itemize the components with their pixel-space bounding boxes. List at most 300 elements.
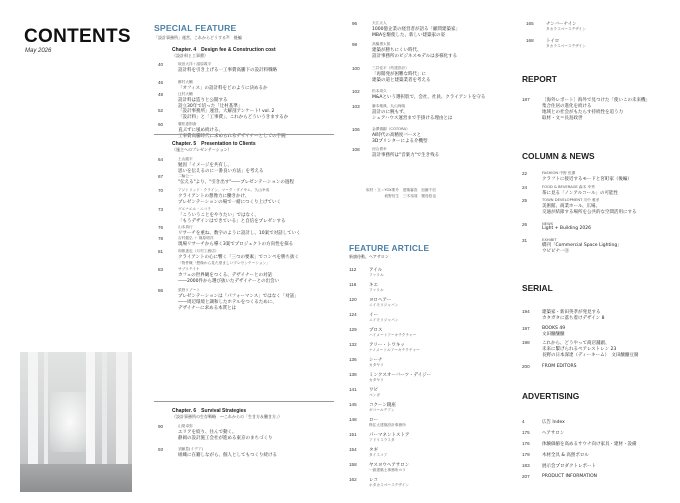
entry-text: [372, 147, 439, 158]
page-number: 40: [158, 62, 164, 67]
entry-text: [369, 402, 396, 413]
entry-text: [542, 238, 622, 254]
floor: [20, 464, 132, 492]
entry-author: 三井佳平（幼建設計）: [372, 66, 409, 70]
entry-title: 体験価値を高めるサウナ向け家具・建材・設備: [542, 442, 637, 447]
entry-title: 建築の道と建築業者を考える: [372, 78, 431, 83]
entry-text: [178, 157, 264, 174]
entry-author: タカラスペースデザイン: [546, 27, 586, 31]
toc-entry[interactable]: [352, 89, 485, 100]
entry-text: [542, 97, 650, 121]
page-number: 158: [349, 462, 357, 467]
entry-title: 木材全具 & 高照ポロル: [542, 453, 589, 458]
page-number: 22: [522, 171, 528, 176]
entry-author: サブリテイケ: [178, 267, 200, 271]
entry-text: [178, 261, 270, 266]
entry-text: [542, 441, 637, 447]
toc-entry[interactable]: [158, 80, 268, 91]
entry-title: Light + Building 2026: [542, 226, 591, 231]
entry-text: [542, 419, 565, 425]
toc-entry[interactable]: [158, 188, 281, 205]
page-number: 129: [349, 327, 357, 332]
page-number: 25: [522, 198, 528, 203]
entry-text: [178, 424, 272, 441]
entry-text: [542, 185, 618, 196]
entry-title: 設計事務所のビジネスモデルは多様化する: [372, 54, 458, 59]
entry-title: 集合住居の進化を続ける: [542, 104, 592, 109]
entry-author: カタヤリ: [369, 378, 384, 382]
page-number: 31: [522, 238, 528, 243]
toc-entry[interactable]: [158, 92, 242, 109]
special-feature-heading: SPECIAL FEATURE: [154, 23, 237, 33]
entry-text: [178, 249, 299, 260]
chapter-6-sub: （設計事務所の生存戦略 ―これからの「生き方＆働き方」）: [172, 414, 282, 419]
entry-text: [372, 104, 452, 121]
entry-title: ウピピナ一⓪: [542, 249, 569, 254]
entry-title: AI時代の高精度バースと: [372, 133, 422, 138]
toc-entry[interactable]: [349, 462, 409, 473]
toc-entry[interactable]: [349, 447, 387, 458]
chapter-6-title: Chapter. 6 Survival Strategies: [172, 408, 247, 414]
entry-author: FASHION 中野 弦優: [542, 171, 576, 175]
entry-text: [369, 462, 409, 473]
page-number: 70: [158, 188, 164, 193]
entry-text: [369, 267, 384, 278]
entry-author: 須藤豊(イデア): [178, 447, 204, 451]
entry-text: [178, 62, 277, 73]
entry-text: [542, 171, 632, 182]
entry-author: 星野リゾート: [178, 288, 201, 292]
toc-entry[interactable]: [522, 364, 576, 369]
toc-entry[interactable]: [158, 108, 288, 120]
entry-title: リサーチを重ね、数字のように設計し、10案で対話していく: [178, 231, 301, 236]
toc-entry[interactable]: [349, 267, 384, 278]
entry-title: PRODUCT INFORMATION: [542, 474, 598, 479]
page-number: 120: [349, 297, 357, 302]
entry-title: 「設計事務所」運営、大解剖アンケート! vol. 2: [178, 109, 275, 114]
toc-entry[interactable]: [158, 261, 270, 266]
toc-entry[interactable]: [522, 171, 632, 182]
entry-author: ギコールデアン: [369, 408, 395, 412]
feature-article-sub: 新旗待動、ヘアサロン: [349, 254, 389, 259]
page-number: 48: [158, 92, 164, 97]
entry-text: [542, 198, 637, 215]
entry-text: [369, 327, 416, 338]
toc-entry[interactable]: [349, 327, 416, 338]
advertising-heading: ADVERTISING: [522, 391, 580, 401]
entry-text: [178, 236, 293, 247]
toc-entry[interactable]: [158, 157, 264, 174]
page-number: 138: [349, 372, 357, 377]
toc-entry[interactable]: [522, 340, 638, 358]
entry-title: カタガタに落ち着けデザイン 8: [542, 316, 605, 321]
page-number: 198: [522, 340, 530, 345]
entry-title: 展示会プロダクトレポート: [542, 464, 596, 469]
entry-author: ホタカスペースデザイン: [369, 483, 410, 487]
entry-author: 高橋勇太郎: [372, 42, 391, 46]
toc-entry[interactable]: [522, 222, 591, 231]
toc-entry[interactable]: [522, 198, 637, 215]
entry-author: 「物件概「想像から見た望ましいプレゼンテーション」: [178, 261, 270, 265]
page-number: 116: [349, 282, 357, 287]
toc-entry[interactable]: [349, 387, 380, 398]
page-number: 112: [349, 267, 357, 272]
page-number: 183: [522, 463, 530, 468]
entry-author: ハイメートアーキテクチャー: [369, 333, 417, 337]
entry-author: 辻村大輔: [178, 92, 193, 96]
entry-title: 1000億企業の経営者が語る「顧問建築家」: [372, 27, 460, 32]
page-number: 103: [352, 104, 360, 109]
toc-entry[interactable]: [522, 474, 597, 479]
page-number: 132: [349, 342, 357, 347]
entry-title: 勉因「イメージを共有し、: [178, 163, 232, 168]
chapter-4-sub: （設計料と工事費）: [172, 53, 208, 58]
entry-text: [546, 38, 586, 49]
toc-entry[interactable]: [522, 185, 618, 196]
entry-title: キエ: [369, 283, 378, 288]
entry-title: エリアを絞り、住んで動く。: [178, 430, 237, 435]
entry-title: トイロ: [546, 39, 560, 44]
entry-title: ナンバーナイン: [546, 22, 577, 27]
entry-author: ファリル: [369, 288, 384, 292]
entry-title: ロー: [369, 418, 378, 423]
entry-title: ミンクスオーバーツ・デイジー: [369, 373, 432, 378]
page-number: 148: [349, 417, 357, 422]
toc-entry[interactable]: [349, 312, 398, 323]
entry-title: 直ぶずに風め続ける、: [178, 128, 223, 133]
divider: [154, 134, 334, 135]
page-number: 154: [349, 447, 357, 452]
entry-title: 建築が勝ちにくい時代、: [372, 48, 422, 53]
divider: [154, 401, 334, 402]
credits: [366, 188, 436, 200]
entry-author: 酵村大輔: [178, 80, 193, 84]
toc-entry[interactable]: [522, 419, 565, 425]
entry-text: [178, 267, 279, 284]
entry-title: 思いを伝えるのに一番良い方法」を考える: [178, 169, 264, 174]
toc-entry[interactable]: [158, 122, 286, 139]
entry-text: [178, 207, 286, 224]
entry-author: グエナエル・ニコラ: [178, 207, 211, 211]
entry-title: アイル: [369, 268, 383, 273]
entry-text: [178, 447, 277, 458]
entry-author: EXHIBIT: [542, 238, 557, 242]
toc-entry[interactable]: [352, 147, 439, 158]
entry-title: これから、どうやって商店舗創、: [542, 341, 610, 346]
toc-entry[interactable]: [349, 417, 406, 428]
entry-title: デザイナーに求める本質とは: [178, 306, 237, 311]
page-number: 46: [158, 80, 164, 85]
entry-title: シェアハウス運営まで手掛ける理由とは: [372, 116, 453, 121]
page-number: [158, 261, 172, 266]
page-number: 60: [158, 122, 164, 127]
entry-author: タカラスペースデザイン: [546, 44, 586, 48]
entry-author: ナノメートルアーキテクチャー: [369, 348, 420, 352]
page-number: 100: [352, 66, 360, 71]
entry-author: アジトリッド・クライン、マーク・ダイサム、久山幸成: [178, 188, 270, 192]
entry-text: [369, 432, 409, 443]
toc-entry[interactable]: [522, 309, 604, 321]
entry-text: [369, 312, 398, 323]
special-feature-sub: 「設計事務所」運営、これからどうする?! 後編: [154, 35, 242, 40]
entry-text: [369, 342, 420, 353]
entry-author: 松本周久: [372, 89, 387, 93]
toc-entry[interactable]: [352, 127, 427, 144]
entry-title: ワビ: [369, 388, 378, 393]
entry-text: [178, 288, 299, 311]
entry-title: ヘアサロン: [542, 431, 565, 436]
entry-text: [369, 477, 409, 488]
entry-text: [542, 222, 591, 231]
entry-author: 和都達也（月村工務店）: [178, 249, 219, 253]
entry-title: カフェの世界観をつくる、デザイナーとの対話: [178, 273, 272, 278]
page-number: 176: [522, 441, 530, 446]
entry-title: クラフトに接近するモードと宮町家（後編）: [542, 177, 632, 182]
entry-title: BOOKS 49: [542, 326, 566, 331]
page-number: 81: [158, 249, 164, 254]
toc-entry[interactable]: [522, 463, 596, 469]
entry-author: 犬江太人: [372, 21, 387, 25]
entry-text: [546, 21, 586, 32]
toc-entry[interactable]: [349, 342, 420, 353]
page-number: 83: [158, 267, 164, 272]
interior-photo: [20, 352, 132, 492]
entry-author: ファリル: [369, 273, 384, 277]
entry-title: クライアントの心に響く「三つの要素」でコンペを勝ち抜く: [178, 255, 300, 260]
page-number: 76: [158, 225, 164, 230]
toc-entry[interactable]: [526, 21, 586, 32]
entry-title: 設計料は造りと公開する: [178, 98, 228, 103]
page-title: CONTENTS: [24, 26, 131, 47]
entry-text: [178, 92, 242, 109]
page-number: 26: [522, 222, 528, 227]
entry-author: アドリスラスタ: [369, 438, 395, 442]
serial-heading: SERIAL: [522, 283, 553, 293]
entry-title: 静岡の設計施工会社が進める東京のまちづくり: [178, 436, 273, 441]
entry-text: [178, 80, 268, 91]
entry-title: 工事費高騰時代に求められるデザイナーとしての手腕: [178, 134, 286, 139]
entry-author: 一級建築士事務所ヨリ: [369, 468, 406, 472]
toc-entry[interactable]: [522, 97, 650, 121]
entry-text: [178, 188, 281, 205]
entry-title: 交通が結節する場所を公共的な空間活用にする: [542, 210, 637, 215]
entry-author: 吉村健弘 ＋ 篠原明洋: [178, 236, 214, 240]
entry-title: 「こういうことをやりたい」ではなく、: [178, 213, 259, 218]
entry-title: 設計のに腕もず、: [372, 110, 408, 115]
entry-title: コクーン鏡座: [369, 403, 396, 408]
page-number: 86: [158, 288, 164, 293]
entry-title: 未来に繋げられるペアレストレン 23: [542, 347, 617, 352]
entry-title: 現場リサーチから導く3案でプロジェクトの方向性を探る: [178, 242, 294, 247]
entry-text: [372, 89, 485, 100]
entry-title: 地域との社会がもたらす持続性を追う力: [542, 110, 623, 115]
entry-text: [178, 108, 288, 120]
credit-line: 坂野信生 三木裕哉 榎島悠也: [366, 193, 437, 198]
entry-author: FOOD & BEVERAGE 森本 幸秀: [542, 185, 595, 189]
toc-entry[interactable]: [522, 430, 564, 436]
issue-date: May 2026: [25, 48, 52, 54]
feature-article-heading: FEATURE ARTICLE: [349, 243, 430, 253]
toc-entry[interactable]: [158, 447, 277, 458]
entry-text: [369, 387, 380, 398]
entry-title: ［海外レポート］海外で見つけた「使いこの未来機」: [542, 98, 650, 103]
entry-title: 茶に見る「ノンアルコール」の可能性: [542, 191, 619, 196]
entry-title: クライアントの想像力に働きかけ、: [178, 194, 250, 199]
report-heading: REPORT: [522, 74, 557, 84]
entry-text: [542, 326, 565, 337]
page-number: 200: [522, 364, 530, 369]
entry-title: 「設計料」と「工事費」、これからどういうきまするか: [178, 115, 289, 120]
toc-entry[interactable]: [522, 238, 622, 254]
page-number: 207: [522, 474, 530, 479]
page-number: 93: [158, 447, 164, 452]
entry-author: 土山龍平: [178, 157, 193, 161]
entry-title: M&Aという選択肢で、会社、社員、クライアントを守る: [372, 95, 486, 100]
page-number: 141: [349, 387, 357, 392]
chapter-5-title: Chapter. 5 Presentation to Clients: [172, 141, 256, 147]
entry-text: [372, 21, 460, 38]
entry-author: 河合貴幸: [372, 147, 387, 151]
toc-entry[interactable]: [526, 38, 586, 49]
entry-author: ニイモリジャパン: [369, 318, 399, 322]
entry-title: 建築家・新田英孝が発見する: [542, 310, 601, 315]
entry-text: [178, 122, 286, 139]
entry-author: 廣松恵則會: [178, 122, 197, 126]
entry-title: 長野の日本深達（ディーキーム） 文田醸醸豆腐: [542, 353, 639, 358]
entry-text: [542, 364, 576, 369]
entry-author: 山梨卓弥: [178, 424, 193, 428]
entry-author: 株住太建築設計事務所: [369, 423, 406, 427]
entry-title: 設計事務所は"音楽力"で生き残る: [372, 153, 440, 158]
toc-entry[interactable]: [352, 66, 431, 83]
entry-title: シーナ: [369, 358, 383, 363]
entry-author: カタヤリ: [369, 363, 384, 367]
page-number: 52: [158, 108, 164, 113]
credit-line: 取材・文＝YOX要介 建築審査 加藤千信: [366, 188, 436, 192]
entry-title: ――2000件から選び抜いたデザイナーとの出会い: [178, 279, 280, 284]
entry-title: ヤスヨウヘアサロン: [369, 463, 410, 468]
page-number: 90: [158, 424, 164, 429]
entry-title: 組織に在籍しながら、個人としてもつくり続ける: [178, 453, 277, 458]
entry-author: 山本真行: [178, 225, 193, 229]
page-number: 168: [526, 38, 534, 43]
page-number: 175: [522, 430, 530, 435]
page-number: 4: [522, 419, 525, 424]
entry-title: プロス: [369, 328, 383, 333]
entry-text: [542, 463, 596, 469]
toc-entry[interactable]: [158, 225, 301, 236]
column-news-heading: COLUMN & NEWS: [522, 151, 595, 161]
entry-title: 広告 Index: [542, 420, 565, 425]
entry-title: パーマネントストア: [369, 433, 410, 438]
entry-title: "伝える"より、"引き出す"――プレゼンテーションの過程: [178, 180, 294, 185]
page-number: 67: [158, 174, 164, 179]
entry-title: 「もうデザインはできている」と自信をプレゼンする: [178, 219, 286, 224]
entry-text: [542, 309, 604, 321]
page-number: 194: [522, 309, 530, 314]
entry-title: イー: [369, 313, 378, 318]
entry-text: [542, 474, 597, 479]
toc-entry[interactable]: [349, 297, 398, 308]
page-number: 179: [522, 452, 530, 457]
entry-text: [542, 452, 589, 458]
entry-title: ――周辺環境と調和したホテルをつくるために、: [178, 300, 277, 305]
page-number: 102: [352, 89, 360, 94]
entry-title: 取材・文＝長島政世: [542, 116, 583, 121]
entry-title: 橋刊「Commercial Space Lighting」: [542, 243, 622, 248]
page-number: 98: [352, 42, 358, 47]
toc-entry[interactable]: [158, 62, 277, 73]
entry-title: 設立30年で培った「辻村基準」: [178, 104, 243, 109]
entry-title: 3Dプリンターによる介機型: [372, 139, 428, 144]
entry-text: [369, 447, 387, 458]
entry-title: ヨロヘアー: [369, 298, 392, 303]
toc-entry[interactable]: [522, 452, 589, 458]
page-number: 96: [352, 21, 358, 26]
toc-entry[interactable]: [352, 104, 452, 121]
toc-entry[interactable]: [158, 236, 293, 247]
entry-title: FROM EDITORS: [542, 364, 577, 369]
toc-entry[interactable]: [352, 42, 457, 59]
toc-entry[interactable]: [158, 174, 294, 185]
entry-text: [542, 430, 564, 436]
entry-title: MBAを駆使した、新しい建築家の姿: [372, 33, 446, 38]
entry-text: [372, 66, 431, 83]
toc-entry[interactable]: [158, 424, 272, 441]
entry-text: [542, 340, 638, 358]
entry-text: [178, 174, 294, 185]
entry-text: [372, 42, 457, 59]
toc-entry[interactable]: [349, 402, 396, 413]
toc-entry[interactable]: [158, 207, 286, 224]
entry-title: タギ: [369, 448, 378, 453]
toc-entry[interactable]: [349, 372, 431, 383]
chapter-4-title: Chapter. 4 Design fee & Construction cost: [172, 47, 276, 53]
page-number: 162: [349, 477, 357, 482]
entry-author: 藤本雅典、丸山尚暁: [372, 104, 406, 108]
toc-entry[interactable]: [522, 441, 637, 447]
entry-title: 美術館、商業ホール、広場、: [542, 204, 601, 209]
toc-entry[interactable]: [158, 288, 299, 311]
entry-author: TOWN DEVELOPMENT 川中 雅孝: [542, 198, 600, 202]
toc-entry[interactable]: [349, 357, 384, 368]
entry-text: [369, 372, 431, 383]
toc-entry[interactable]: [349, 477, 409, 488]
toc-entry[interactable]: [158, 267, 279, 284]
entry-author: ニイモリジャパン: [369, 303, 399, 307]
entry-title: プレゼンテーションは「パフォーマンス」ではなく「対話」: [178, 294, 299, 299]
page-number: 24: [522, 185, 528, 190]
chapter-5-sub: （施主へのプレゼンテーション）: [172, 147, 232, 152]
entry-text: [369, 417, 406, 428]
toc-entry[interactable]: [349, 282, 384, 293]
entry-author: タイスコア: [369, 453, 388, 457]
toc-entry[interactable]: [158, 249, 299, 260]
page-number: 108: [352, 147, 360, 152]
page-number: 78: [158, 236, 164, 241]
entry-title: 「オフィス」の設計料をどのように決めるか: [178, 86, 268, 91]
entry-text: [369, 297, 398, 308]
entry-title: 設計料を引き上げる一工事費高騰下の設計料戦略: [178, 68, 277, 73]
page-number: 124: [349, 312, 357, 317]
entry-title: レコ: [369, 478, 378, 483]
entry-text: [178, 225, 301, 236]
toc-entry[interactable]: [349, 432, 409, 443]
toc-entry[interactable]: [352, 21, 460, 38]
toc-entry[interactable]: [522, 326, 565, 337]
entry-text: [372, 127, 427, 144]
entry-author: ベンガ: [369, 393, 381, 397]
